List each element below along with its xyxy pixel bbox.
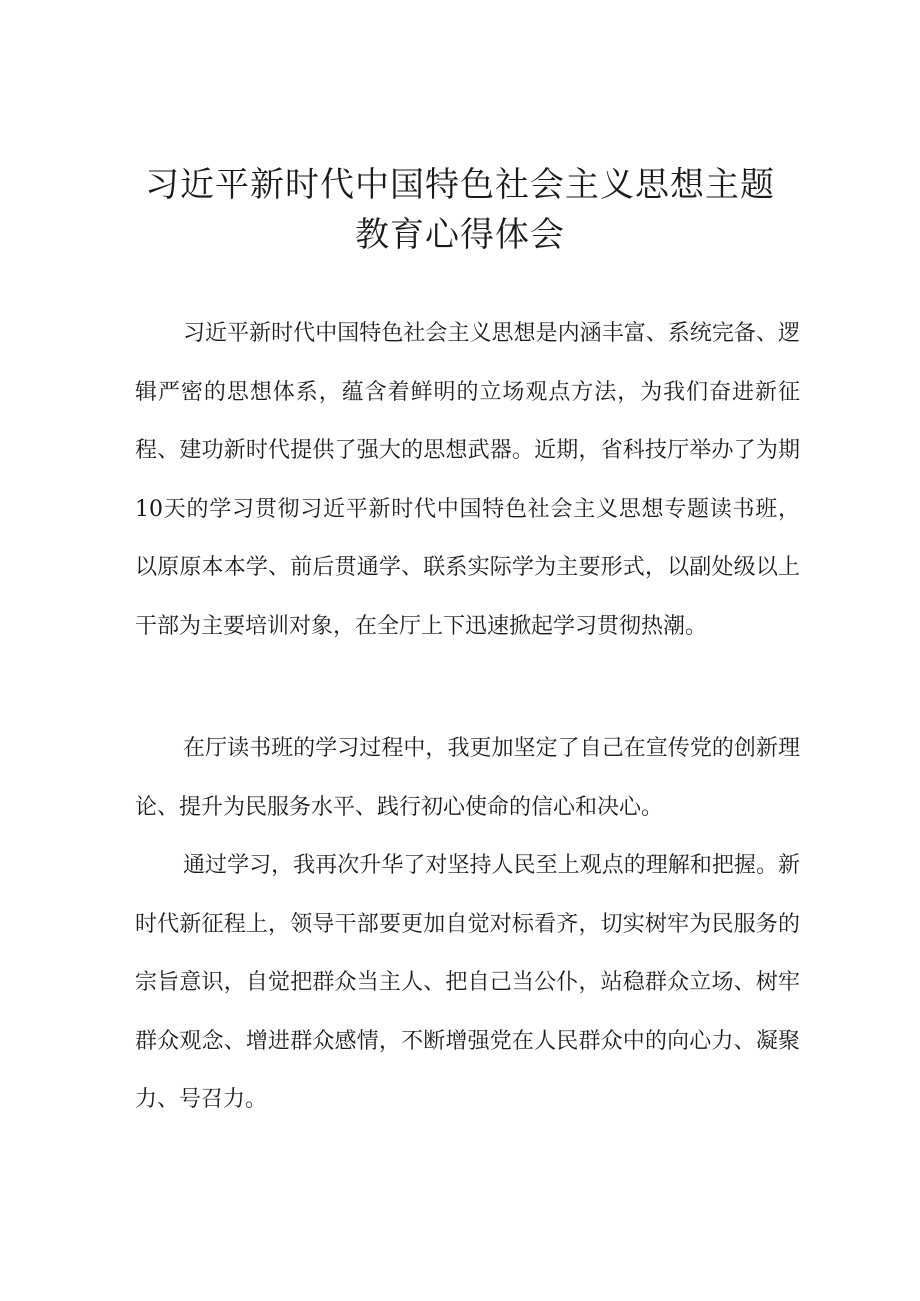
title-line-1: 习近平新时代中国特色社会主义思想主题 <box>145 165 775 205</box>
paragraph-block-2 <box>135 720 800 837</box>
paragraph-3: 通过学习，我再次升华了对坚持人民至上观点的理解和把握。新时代新征程上，领导干部要更加自觉对标看齐，切实树牢为民服务的宗旨意识，自觉把群众当主人、把自己当公仆，站稳群众立场、树牢群众观念、增进群众感情，不断增强党在人民群众中的向心力、凝聚力、号召力。 <box>135 853 800 1112</box>
paragraph-2: 在厅读书班的学习过程中，我更加坚定了自己在宣传党的创新理论、提升为民服务水平、践行初心使命的信心和决心。 <box>135 736 800 820</box>
paragraph-block-3 <box>135 837 800 1130</box>
paragraph-block-1 <box>135 305 800 656</box>
title-line-2: 教育心得体会 <box>355 215 565 255</box>
document-title <box>0 160 920 260</box>
paragraph-1: 习近平新时代中国特色社会主义思想是内涵丰富、系统完备、逻辑严密的思想体系，蕴含着鲜明的立场观点方法，为我们奋进新征程、建功新时代提供了强大的思想武器。近期，省科技厅举办了为期10天的学习贯彻习近平新时代中国特色社会主义思想专题读书班，以原原本本学、前后贯通学、联系实际学为主要形式，以副处级以上干部为主要培训对象，在全厅上下迅速掀起学习贯彻热潮。 <box>135 321 800 639</box>
